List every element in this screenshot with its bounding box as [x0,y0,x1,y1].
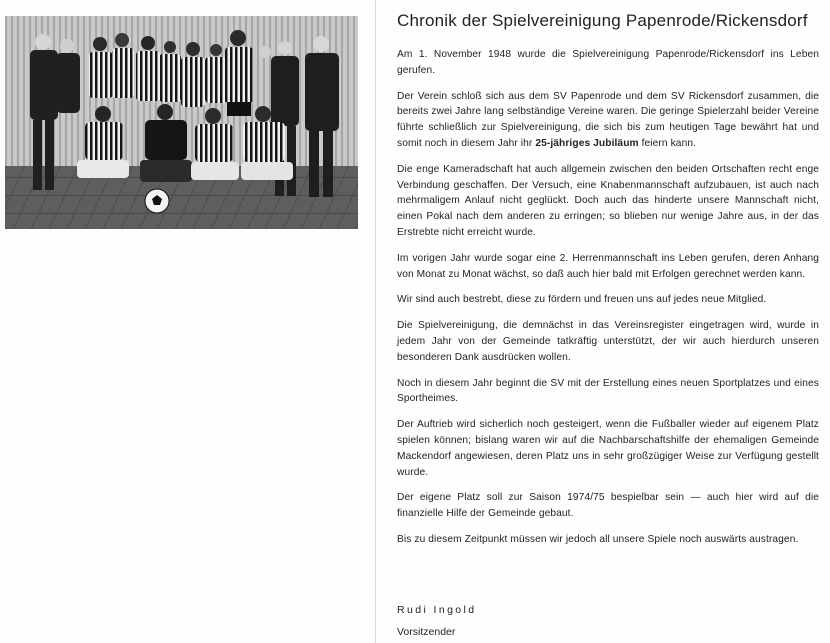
paragraph: Bis zu diesem Zeitpunkt müssen wir jedoch all unsere Spiele noch auswärts austragen. [397,533,799,545]
paragraph: Am 1. November 1948 wurde die Spielvereinigung Papenrode/Rickensdorf ins Leben gerufen. [397,49,819,76]
paragraph: Die enge Kameradschaft hat auch allgemein zwischen den beiden Ortschaften recht enge Verbindung geschaffen. Der Versuch, eine Knabenmannschaft aufzubauen, ist auch nach mehrmaligem Anlauf nicht geglückt. Doch auch das hinderte unsere Mannschaft nicht, einen Pokal nach dem anderen zu erringen; so blieben nur wenige Jahre aus, in der das Erstrebte nicht erreicht wurde. [397,163,819,238]
paragraph: Der Verein schloß sich aus dem SV Papenrode und dem SV Rickensdorf zusammen, die bereits zwei Jahre lang selbständige Vereine waren. Die geringe Spielerzahl beider Vereine führte schließlich zur Spielvereinigung, die sich bis zum heutigen Tage bewährt hat und somit noch in diesem Jahr ihr 25-jähriges Jubiläum feiern kann. [397,90,819,149]
paragraph: Der eigene Platz soll zur Saison 1974/75 bespielbar sein — auch hier wird auf die finanzielle Hilfe der Gemeinde gebaut. [397,492,819,520]
paragraph: Wir sind auch bestrebt, diese zu fördern und freuen uns auf jedes neue Mitglied. [397,294,767,306]
paragraph: Die Spielvereinigung, die demnächst in das Vereinsregister eingetragen wird, wurde in jedem Jahr von der Gemeinde tatkräftig unterstützt, der wir auch hierdurch unseren besonderen Dank ausdrücken wollen. [397,320,819,363]
anniversary-highlight: 25-jähriges Jubiläum [535,137,639,149]
page-title: Chronik der Spielvereinigung Papenrode/Rickensdorf [397,11,808,30]
team-photo [5,16,358,229]
paragraph: Der Auftrieb wird sicherlich noch gesteigert, wenn die Fußballer wieder auf eigenem Platz spielen können; bislang waren wir auf die Nachbarschaftshilfe der ehemaligen Gemeinde Mackendorf angewiesen, deren Platz uns in sehr großzügiger Weise zur Verfügung gestellt wurde. [397,419,819,478]
paragraph: Im vorigen Jahr wurde sogar eine 2. Herrenmannschaft ins Leben gerufen, deren Anhang von Monat zu Monat wächst, so daß auch hier bald mit Erfolgen gerechnet werden kann. [397,252,819,280]
chronicle-text [397,47,819,558]
team-photo-icon [5,16,358,229]
signature-name: Rudi Ingold [397,604,477,616]
page-divider [375,0,376,643]
paragraph: Noch in diesem Jahr beginnt die SV mit der Erstellung eines neuen Sportplatzes und eines Sportheimes. [397,377,819,405]
signature-role: Vorsitzender [397,626,456,638]
